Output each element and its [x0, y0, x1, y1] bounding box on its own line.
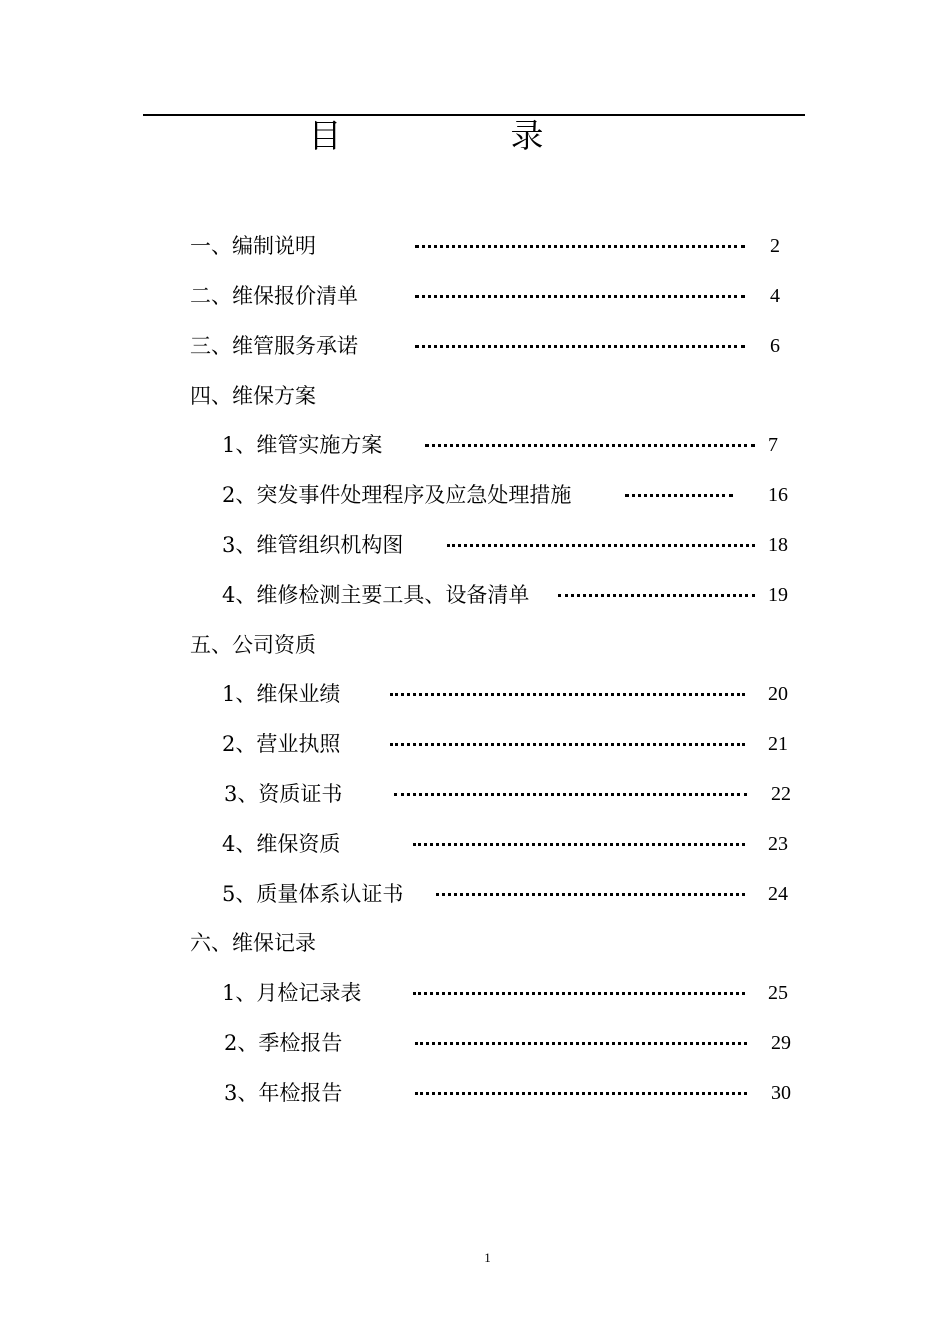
toc-entry-page: 19 [768, 584, 788, 606]
toc-entry-label: 4、维保资质 [222, 832, 341, 856]
toc-entry[interactable] [0, 879, 950, 909]
page-title: 目 录 [308, 116, 612, 155]
toc-leader-dots [390, 743, 745, 746]
toc-entry-page: 24 [768, 883, 788, 905]
toc-entry-label: 四、维保方案 [190, 384, 316, 408]
toc-entry-label: 4、维修检测主要工具、设备清单 [222, 583, 530, 607]
toc-entry-page: 16 [768, 484, 788, 506]
toc-leader-dots [415, 1092, 747, 1095]
toc-entry-label: 一、编制说明 [190, 234, 316, 258]
toc-entry-label: 六、维保记录 [190, 931, 316, 955]
toc-entry-label: 2、季检报告 [224, 1031, 343, 1055]
toc-leader-dots [558, 594, 755, 597]
toc-entry-label: 3、维管组织机构图 [222, 533, 404, 557]
toc-entry-label: 1、维保业绩 [222, 682, 341, 706]
toc-entry-page: 6 [770, 335, 780, 357]
toc-leader-dots [390, 693, 745, 696]
toc-entry[interactable] [0, 480, 950, 510]
toc-leader-dots [415, 295, 745, 298]
toc-entry-page: 18 [768, 534, 788, 556]
toc-entry-page: 4 [770, 285, 780, 307]
footer-page-number: 1 [484, 1250, 491, 1265]
toc-entry[interactable] [0, 829, 950, 859]
toc-leader-dots [413, 843, 745, 846]
toc-leader-dots [415, 345, 745, 348]
toc-entry-page: 22 [771, 783, 791, 805]
toc-entry-page: 7 [768, 434, 778, 456]
toc-entry[interactable] [0, 1028, 950, 1058]
toc-entry[interactable] [0, 231, 950, 261]
toc-entry-page: 29 [771, 1032, 791, 1054]
toc-entry-label: 1、维管实施方案 [222, 433, 383, 457]
toc-entry-page: 20 [768, 683, 788, 705]
toc-leader-dots [415, 245, 745, 248]
toc-leader-dots [415, 1042, 747, 1045]
toc-entry[interactable] [0, 679, 950, 709]
toc-leader-dots [447, 544, 755, 547]
toc-section-heading[interactable] [0, 381, 950, 411]
toc-entry-label: 3、年检报告 [224, 1081, 343, 1105]
toc-leader-dots [413, 992, 745, 995]
toc-entry[interactable] [0, 530, 950, 560]
toc-entry-page: 21 [768, 733, 788, 755]
toc-entry-label: 二、维保报价清单 [190, 284, 358, 308]
toc-entry[interactable] [0, 1078, 950, 1108]
toc-entry-label: 五、公司资质 [190, 633, 316, 657]
toc-entry-label: 1、月检记录表 [222, 981, 362, 1005]
toc-entry-label: 3、资质证书 [224, 782, 343, 806]
toc-entry-page: 25 [768, 982, 788, 1004]
toc-entry-label: 2、营业执照 [222, 732, 341, 756]
toc-entry[interactable] [0, 430, 950, 460]
toc-entry[interactable] [0, 978, 950, 1008]
toc-entry[interactable] [0, 331, 950, 361]
toc-entry[interactable] [0, 779, 950, 809]
toc-section-heading[interactable] [0, 630, 950, 660]
toc-leader-dots [436, 893, 745, 896]
toc-leader-dots [625, 494, 733, 497]
toc-entry[interactable] [0, 580, 950, 610]
toc-entry-page: 2 [770, 235, 780, 257]
toc-section-heading[interactable] [0, 928, 950, 958]
toc-entry-label: 5、质量体系认证书 [222, 882, 404, 906]
toc-entry[interactable] [0, 729, 950, 759]
toc-entry-page: 30 [771, 1082, 791, 1104]
toc-entry-label: 2、突发事件处理程序及应急处理措施 [222, 483, 572, 507]
toc-entry-page: 23 [768, 833, 788, 855]
toc-leader-dots [425, 444, 755, 447]
toc-leader-dots [394, 793, 747, 796]
toc-entry[interactable] [0, 281, 950, 311]
toc-entry-label: 三、维管服务承诺 [190, 334, 358, 358]
